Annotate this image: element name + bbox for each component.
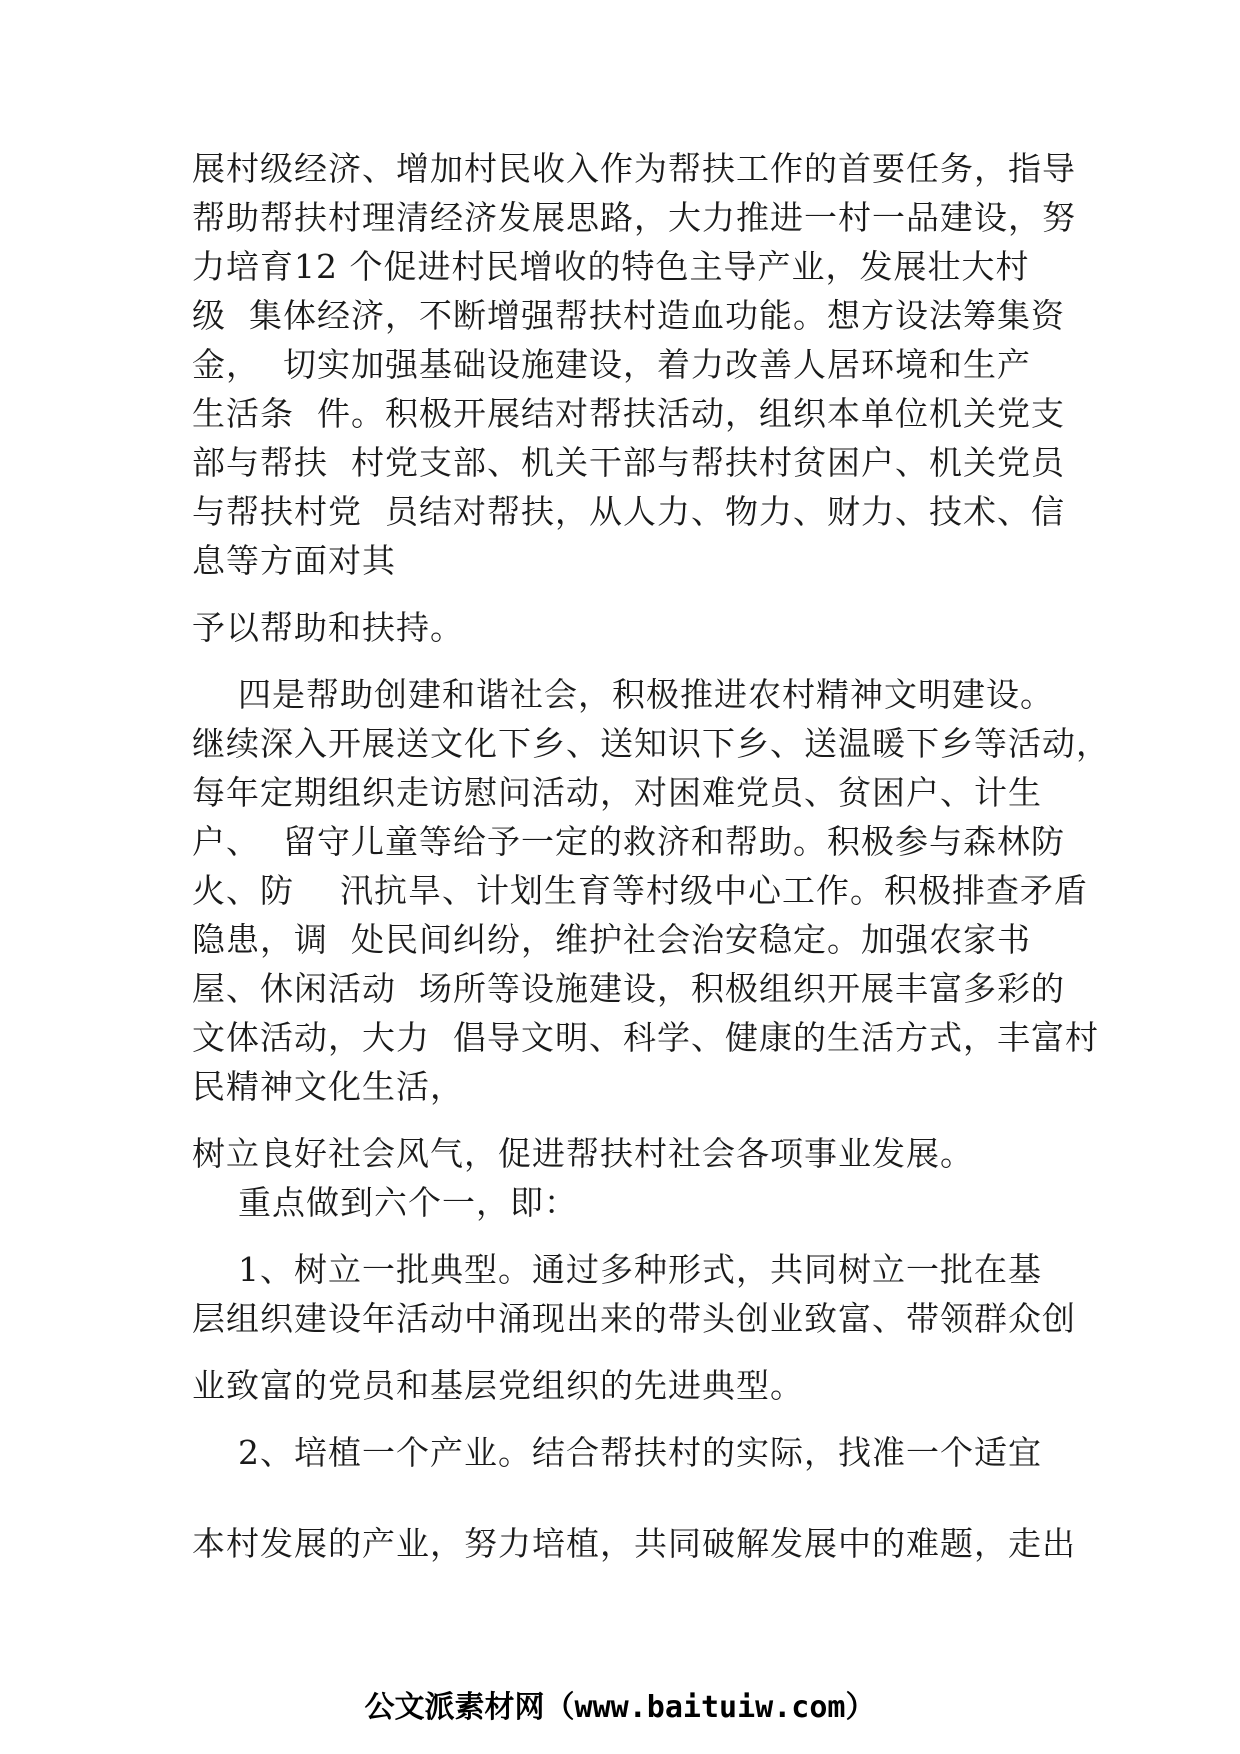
text-line: 力培育12 个促进村民增收的特色主导产业，发展壮大村 (192, 247, 1030, 286)
text-line: 继续深入开展送文化下乡、送知识下乡、送温暖下乡等活动， (192, 724, 1110, 763)
text-line: 帮助帮扶村理清经济发展思路，大力推进一村一品建设，努 (192, 198, 1076, 237)
text-line: 屋、休闲活动 场所等设施建设，积极组织开展丰富多彩的 (192, 969, 1065, 1008)
text-line: 2、培植一个产业。结合帮扶村的实际，找准一个适宜 (192, 1433, 1042, 1472)
text-line: 1、树立一批典型。通过多种形式，共同树立一批在基 (192, 1250, 1042, 1289)
text-line: 展村级经济、增加村民收入作为帮扶工作的首要任务，指导 (192, 149, 1076, 188)
text-line: 与帮扶村党 员结对帮扶，从人力、物力、财力、技术、信 (192, 492, 1065, 531)
text-line: 部与帮扶 村党支部、机关干部与帮扶村贫困户、机关党员 (192, 443, 1065, 482)
text-line: 级 集体经济，不断增强帮扶村造血功能。想方设法筹集资 (192, 296, 1065, 335)
text-line: 四是帮助创建和谐社会，积极推进农村精神文明建设。 (192, 675, 1054, 714)
text-line: 树立良好社会风气，促进帮扶村社会各项事业发展。 (192, 1134, 974, 1173)
text-line: 业致富的党员和基层党组织的先进典型。 (192, 1366, 804, 1405)
text-line: 生活条 件。积极开展结对帮扶活动，组织本单位机关党支 (192, 394, 1065, 433)
text-line: 火、防 汛抗旱、计划生育等村级中心工作。积极排查矛盾 (192, 871, 1088, 910)
text-line: 重点做到六个一，即： (192, 1183, 578, 1222)
text-line: 文体活动，大力 倡导文明、科学、健康的生活方式，丰富村 (192, 1018, 1099, 1057)
text-line: 本村发展的产业，努力培植，共同破解发展中的难题，走出 (192, 1524, 1076, 1563)
text-line: 每年定期组织走访慰问活动，对困难党员、贫困户、计生 (192, 773, 1042, 812)
page-footer: 公文派素材网（www.baituiw.com） (364, 1690, 876, 1725)
text-line: 户、 留守儿童等给予一定的救济和帮助。积极参与森林防 (192, 822, 1065, 861)
text-line: 金， 切实加强基础设施建设，着力改善人居环境和生产 (192, 345, 1031, 384)
text-line: 予以帮助和扶持。 (192, 608, 464, 647)
text-line: 民精神文化生活， (192, 1067, 464, 1106)
text-line: 层组织建设年活动中涌现出来的带头创业致富、带领群众创 (192, 1299, 1076, 1338)
text-line: 息等方面对其 (192, 541, 396, 580)
text-line: 隐患，调 处民间纠纷，维护社会治安稳定。加强农家书 (192, 920, 1031, 959)
